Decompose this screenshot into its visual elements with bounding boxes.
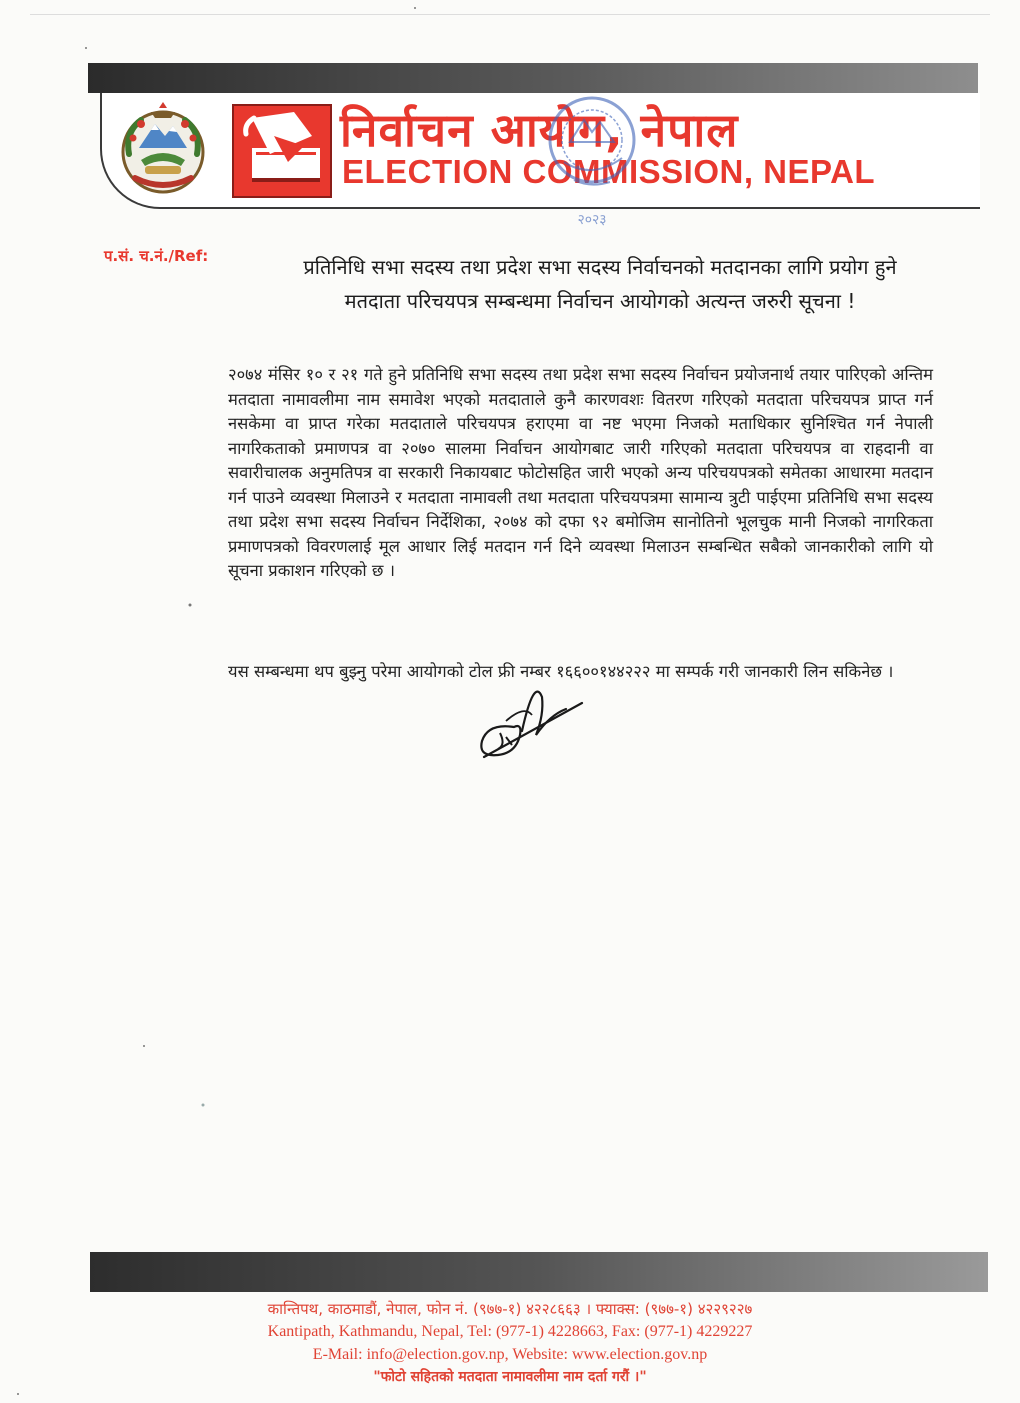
header-title-nepali: निर्वाचन आयोग, नेपाल <box>340 103 739 157</box>
footer-address-english: Kantipath, Kathmandu, Nepal, Tel: (977-1) 4228663, Fax: (977-1) 4229227 <box>267 1323 753 1340</box>
reference-label: प.सं. च.नं./Ref: <box>104 247 209 265</box>
svg-text:२०२३: २०२३ <box>577 212 607 228</box>
footer-address-nepali: कान्तिपथ, काठमाडौं, नेपाल, फोन नं. (९७७-१) ४२२८६६३ । फ्याक्स: (९७७-१) ४२२९२२७ <box>267 1300 753 1318</box>
scan-edge-line <box>30 14 990 15</box>
header-title-english: ELECTION COMMISSION, NEPAL <box>342 153 876 190</box>
subject-line-1: प्रतिनिधि सभा सदस्य तथा प्रदेश सभा सदस्य निर्वाचनको मतदानका लागि प्रयोग हुने <box>303 255 897 279</box>
nepal-emblem-icon <box>115 102 211 198</box>
footer-banner-bar <box>90 1252 988 1292</box>
footer-email-website: E-Mail: info@election.gov.np, Website: www.election.gov.np <box>312 1346 708 1363</box>
notice-paragraph-2: यस सम्बन्धमा थप बुझ्नु परेमा आयोगको टोल फ्री नम्बर १६६००१४४२२२ मा सम्पर्क गरी जानकारी लिन सकिनेछ । <box>228 662 894 681</box>
notice-paragraph-1: २०७४ मंसिर १० र २१ गते हुने प्रतिनिधि सभा सदस्य तथा प्रदेश सभा सदस्य निर्वाचन प्रयोजनार्थ तयार पारिएको अन्तिम मतदाता नामावलीमा नाम समावेश भएको मतदाताले कुनै कारणवशः वितरण गरिएको मतदाता परिचयपत्र प्राप्त गर्न नसकेमा वा प्राप्त गरेका मतदाताले परिचयपत्र हराएमा वा नष्ट भएमा निजको मताधिकार सुनिश्चित गर्न नेपाली नागरिकताको प्रमाणपत्र वा २०७० सालमा निर्वाचन आयोगबाट जारी गरिएको मतदाता परिचयपत्र वा राहदानी वा सवारीचालक अनुमतिपत्र वा सरकारी निकायबाट फोटोसहित जारी भएको अन्य परिचयपत्रको समेतका आधारमा मतदान गर्न पाउने व्यवस्था मिलाउने र मतदाता नामावली तथा मतदाता परिचयपत्रमा सामान्य त्रुटी पाईएमा प्रतिनिधि सभा सदस्य तथा प्रदेश सभा सदस्य निर्वाचन निर्देशिका, २०७४ को दफा ९२ बमोजिम सानोतिनो भूलचुक मानी निजको नागरिकता प्रमाणपत्रको विवरणलाई मूल आधार लिई मतदान गर्न दिने व्यवस्था मिलाउन सम्बन्धित सबैको जानकारीको लागि यो सूचना प्रकाशन गरिएको छ । <box>228 365 933 580</box>
ballot-box-logo-icon <box>232 104 332 198</box>
official-stamp-icon <box>540 92 650 232</box>
header-banner-bar <box>88 63 978 93</box>
signature-icon <box>470 675 590 770</box>
notice-subject <box>255 250 945 318</box>
subject-line-2: मतदाता परिचयपत्र सम्बन्धमा निर्वाचन आयोगको अत्यन्त जरुरी सूचना ! <box>344 289 856 313</box>
footer-slogan: "फोटो सहितको मतदाता नामावलीमा नाम दर्ता गरौं ।" <box>373 1369 647 1385</box>
